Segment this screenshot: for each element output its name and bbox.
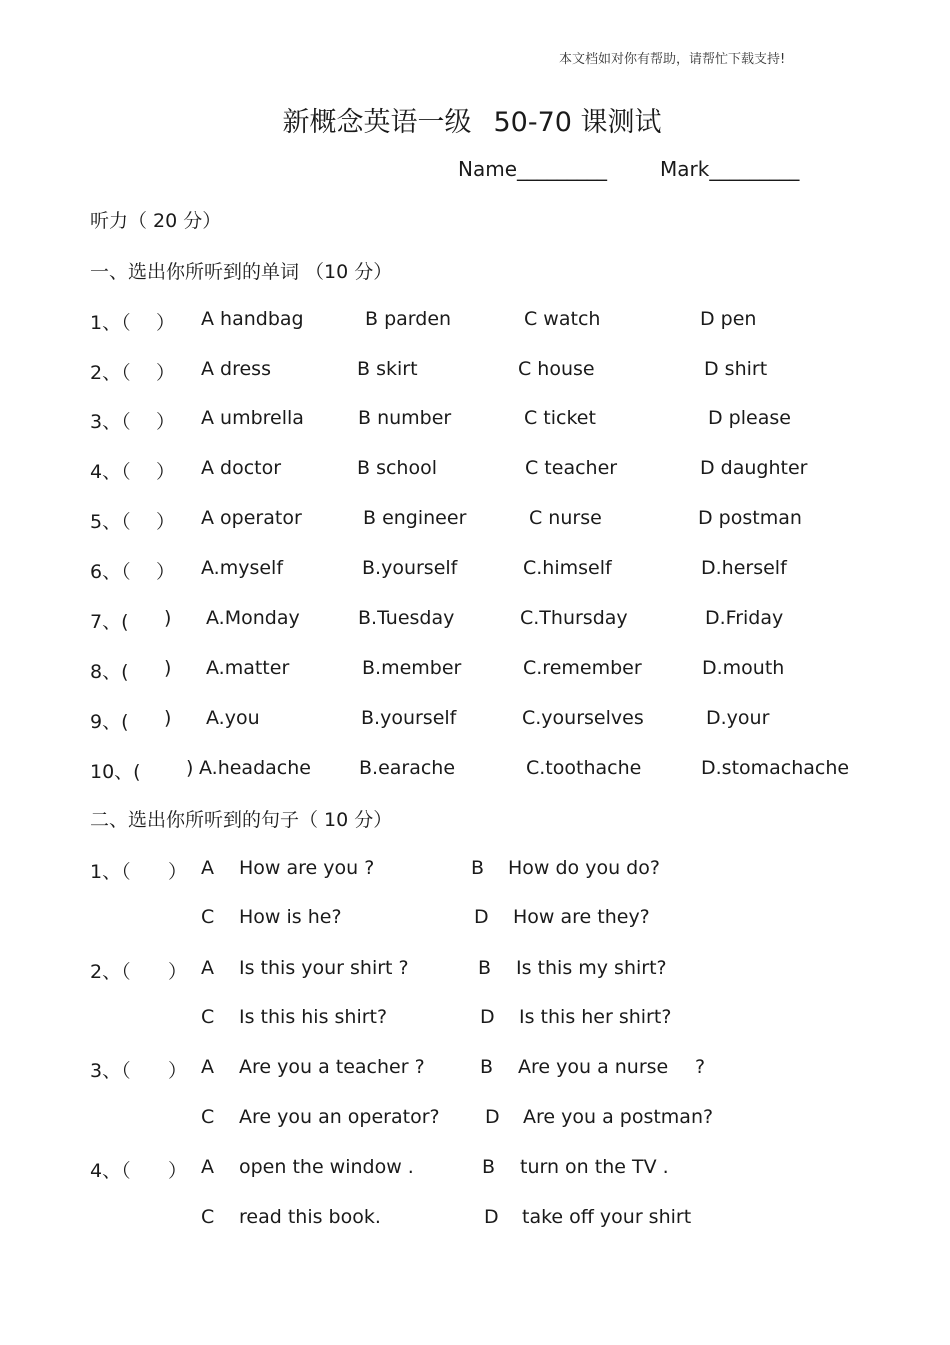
option-c-letter: C: [201, 1206, 215, 1228]
question-number: 6、（: [90, 561, 131, 583]
option-b: B engineer: [363, 507, 467, 529]
option-d: D pen: [700, 308, 757, 330]
question-number: 4、（: [90, 461, 131, 483]
option-d-letter: D: [485, 1106, 500, 1128]
option-c: read this book.: [239, 1206, 381, 1228]
option-d: D.herself: [701, 557, 787, 579]
option-a: Is this your shirt ?: [239, 957, 409, 979]
option-a-letter: A: [201, 1156, 214, 1178]
question-number: 2、（: [90, 961, 131, 983]
option-c: Is this his shirt?: [239, 1006, 388, 1028]
option-a-letter: A: [201, 1056, 214, 1078]
option-b: Is this my shirt?: [516, 957, 667, 979]
option-c: C.Thursday: [520, 607, 628, 629]
option-a: open the window .: [239, 1156, 414, 1178]
option-a: A umbrella: [201, 407, 304, 429]
option-d: D postman: [698, 507, 802, 529]
option-c: C.remember: [523, 657, 642, 679]
answer-bracket-close: ）: [156, 561, 176, 583]
option-d-letter: D: [474, 906, 489, 928]
option-c: Are you an operator?: [239, 1106, 440, 1128]
answer-bracket-close: ）: [168, 861, 188, 883]
option-d: D.mouth: [702, 657, 785, 679]
option-a-letter: A: [201, 857, 214, 879]
answer-bracket-close: ）: [156, 511, 176, 533]
option-d: take off your shirt: [522, 1206, 692, 1228]
option-c: C teacher: [525, 457, 618, 479]
option-b: B.Tuesday: [358, 607, 455, 629]
option-b: B parden: [365, 308, 452, 330]
answer-bracket-close: ): [164, 657, 172, 679]
option-a: Are you a teacher ?: [239, 1056, 425, 1078]
question-number: 4、（: [90, 1160, 131, 1182]
answer-bracket-close: ）: [168, 961, 188, 983]
option-a: A.myself: [201, 557, 284, 579]
option-a: A dress: [201, 358, 271, 380]
option-d: D.stomachache: [701, 757, 850, 779]
option-d: D.your: [706, 707, 770, 729]
option-c-letter: C: [201, 1106, 215, 1128]
option-d: Is this her shirt?: [519, 1006, 672, 1028]
option-a: A handbag: [201, 308, 304, 330]
watermark-text: 本文档如对你有帮助，请帮忙下载支持!: [559, 52, 786, 67]
question-number: 1、（: [90, 861, 131, 883]
mark-field: Mark_________: [660, 157, 800, 181]
option-b: B.member: [362, 657, 462, 679]
option-c: C watch: [524, 308, 601, 330]
option-d-letter: D: [480, 1006, 495, 1028]
part2-heading: 二、选出你所听到的句子（ 10 分）: [90, 809, 393, 831]
answer-bracket-close: ): [164, 607, 172, 629]
listening-header: 听力（ 20 分）: [90, 210, 222, 232]
option-b-letter: B: [471, 857, 485, 879]
option-b: B school: [357, 457, 437, 479]
page-title: [0, 100, 944, 139]
option-a: A.Monday: [206, 607, 300, 629]
option-d-letter: D: [484, 1206, 499, 1228]
option-a: A operator: [201, 507, 302, 529]
option-c: C.himself: [523, 557, 612, 579]
question-number: 1、（: [90, 312, 131, 334]
answer-bracket-close: ）: [156, 411, 176, 433]
option-d: D.Friday: [705, 607, 784, 629]
option-b: B number: [358, 407, 452, 429]
title-lesson-range: 50-70 课测试: [493, 107, 662, 138]
option-b: B.earache: [359, 757, 456, 779]
question-number: 9、(: [90, 711, 129, 733]
question-number: 8、(: [90, 661, 129, 683]
option-d: How are they?: [513, 906, 650, 928]
option-b: How do you do?: [508, 857, 660, 879]
question-number: 2、（: [90, 362, 131, 384]
option-c: C.toothache: [526, 757, 642, 779]
answer-bracket-close: ): [164, 707, 172, 729]
option-a: A.you: [206, 707, 260, 729]
option-a: How are you ?: [239, 857, 375, 879]
question-number: 3、（: [90, 411, 131, 433]
option-c: C.yourselves: [522, 707, 644, 729]
option-b-letter: B: [482, 1156, 496, 1178]
option-c: How is he?: [239, 906, 342, 928]
option-c-letter: C: [201, 906, 215, 928]
option-a: A.headache: [199, 757, 311, 779]
part1-heading: 一、选出你所听到的单词 （10 分）: [90, 261, 393, 283]
option-c: C house: [518, 358, 595, 380]
option-c: C nurse: [529, 507, 602, 529]
option-b-letter: B: [478, 957, 492, 979]
option-b: Are you a nurse: [518, 1056, 669, 1078]
answer-bracket-close: ）: [168, 1060, 188, 1082]
option-b-letter: B: [480, 1056, 494, 1078]
option-d: D daughter: [700, 457, 808, 479]
option-b: B.yourself: [361, 707, 457, 729]
answer-bracket-close: ）: [156, 461, 176, 483]
answer-bracket-close: ）: [156, 362, 176, 384]
question-number: 5、（: [90, 511, 131, 533]
option-d: D shirt: [704, 358, 768, 380]
option-d: D please: [708, 407, 791, 429]
title-chinese: 新概念英语一级: [282, 107, 472, 138]
question-number: 10、(: [90, 761, 141, 783]
name-field: Name_________: [458, 157, 608, 181]
option-b: B skirt: [357, 358, 418, 380]
answer-bracket-close: ）: [168, 1160, 188, 1182]
option-b-question-mark: ?: [695, 1056, 706, 1078]
option-b: turn on the TV .: [520, 1156, 669, 1178]
option-a-letter: A: [201, 957, 214, 979]
question-number: 7、(: [90, 611, 129, 633]
option-c: C ticket: [524, 407, 596, 429]
option-a: A.matter: [206, 657, 290, 679]
option-d: Are you a postman?: [523, 1106, 714, 1128]
question-number: 3、（: [90, 1060, 131, 1082]
option-a: A doctor: [201, 457, 282, 479]
answer-bracket-close: ): [186, 757, 194, 779]
option-b: B.yourself: [362, 557, 458, 579]
option-c-letter: C: [201, 1006, 215, 1028]
answer-bracket-close: ）: [156, 312, 176, 334]
